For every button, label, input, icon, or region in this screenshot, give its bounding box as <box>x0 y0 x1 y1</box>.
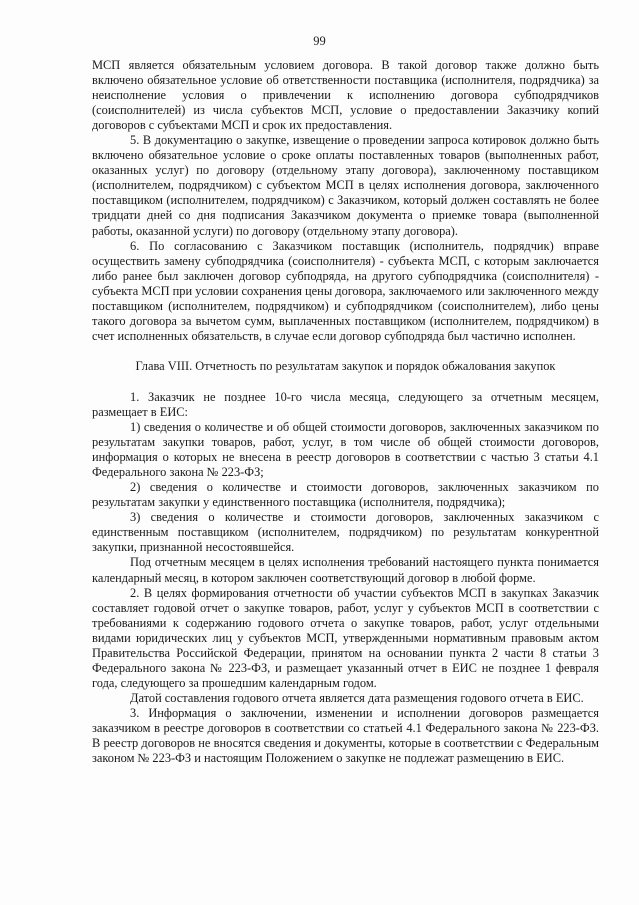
paragraph-clause-3: 3. Информация о заключении, изменении и исполнении договоров размещается заказчиком в реестре договоров в соответствии со статьей 4.1 Федерального закона № 223-ФЗ. В реестр договоров не вносятся сведения и документы, которые в соответствии с Федеральным законом № 223-ФЗ и настоящим Положением о закупке не подлежат размещению в ЕИС. <box>92 705 599 766</box>
page-body <box>92 58 599 766</box>
list-item-1: 1) сведения о количестве и об общей стоимости договоров, заключенных заказчиком по результатам закупки товаров, работ, услуг, в том числе об общей стоимости договоров, информация о которых не внесена в реестр договоров в соответствии с частью 3 статьи 4.1 Федерального закона № 223-ФЗ; <box>92 420 599 480</box>
paragraph-report-date: Датой составления годового отчета является дата размещения годового отчета в ЕИС. <box>130 690 584 705</box>
paragraph-reporting-month: Под отчетным месяцем в целях исполнения требований настоящего пункта понимается календарный месяц, в котором заключен соответствующий договор в любой форме. <box>92 555 599 585</box>
paragraph-continuation: МСП является обязательным условием договора. В такой договор также должно быть включено обязательное условие об ответственности поставщика (исполнителя, подрядчика) за неисполнение условия о привлечении к исполнению договора субподрядчиков (соисполнителей) из числа субъектов МСП, условие о предоставлении Заказчику копий договоров с субъектами МСП и срок их предоставления. <box>92 58 599 133</box>
paragraph-item-5: 5. В документацию о закупке, извещение о проведении запроса котировок должно быть включено обязательное условие о сроке оплаты поставленных товаров (выполненных работ, оказанных услуг) по договору (отдельному этапу договора), заключенному поставщиком (исполнителем, подрядчиком) с субъектом МСП в целях исполнения договора, заключенного поставщиком (исполнителем, подрядчиком) с Заказчиком, который должен составлять не более тридцати дней со дня подписания Заказчиком документа о приемке товара (выполненной работы, оказанной услуги) по договору (отдельному этапу договора). <box>92 133 599 238</box>
list-item-2: 2) сведения о количестве и стоимости договоров, заключенных заказчиком по результатам закупки у единственного поставщика (исполнителя, подрядчика); <box>92 480 599 510</box>
chapter-heading: Глава VIII. Отчетность по результатам закупок и порядок обжалования закупок <box>135 358 556 373</box>
paragraph-clause-2: 2. В целях формирования отчетности об участии субъектов МСП в закупках Заказчик составляет годовой отчет о закупке товаров, работ, услуг у субъектов МСП в соответствии с требованиями к содержанию годового отчета о закупке товаров, работ, услуг отдельными видами юридических лиц у субъектов МСП, утвержденными нормативным правовым актом Правительства Российской Федерации, принятом на основании пункта 2 части 8 статьи 3 Федерального закона № 223-ФЗ, и размещает указанный отчет в ЕИС не позднее 1 февраля года, следующего за прошедшим календарным годом. <box>92 585 599 690</box>
paragraph-item-6: 6. По согласованию с Заказчиком поставщик (исполнитель, подрядчик) вправе осуществить замену субподрядчика (соисполнителя) - субъекта МСП, с которым заключается либо ранее был заключен договор субподряда, на другого субподрядчика (соисполнителя) - субъекта МСП при условии сохранения цены договора, заключаемого или заключенного между поставщиком (исполнителем, подрядчиком) и субподрядчиком (соисполнителем), либо цены такого договора за вычетом сумм, выплаченных поставщиком (исполнителем, подрядчиком) в счет исполненных обязательств, в случае если договор субподряда был частично исполнен. <box>92 238 599 343</box>
list-item-3: 3) сведения о количестве и стоимости договоров, заключенных заказчиком с единственным поставщиком (исполнителем, подрядчиком) по результатам конкурентной закупки, признанной несостоявшейся. <box>92 510 599 555</box>
page-number: 99 <box>313 34 326 48</box>
paragraph-clause-1: 1. Заказчик не позднее 10-го числа месяца, следующего за отчетным месяцем, размещает в ЕИС: <box>92 389 599 419</box>
